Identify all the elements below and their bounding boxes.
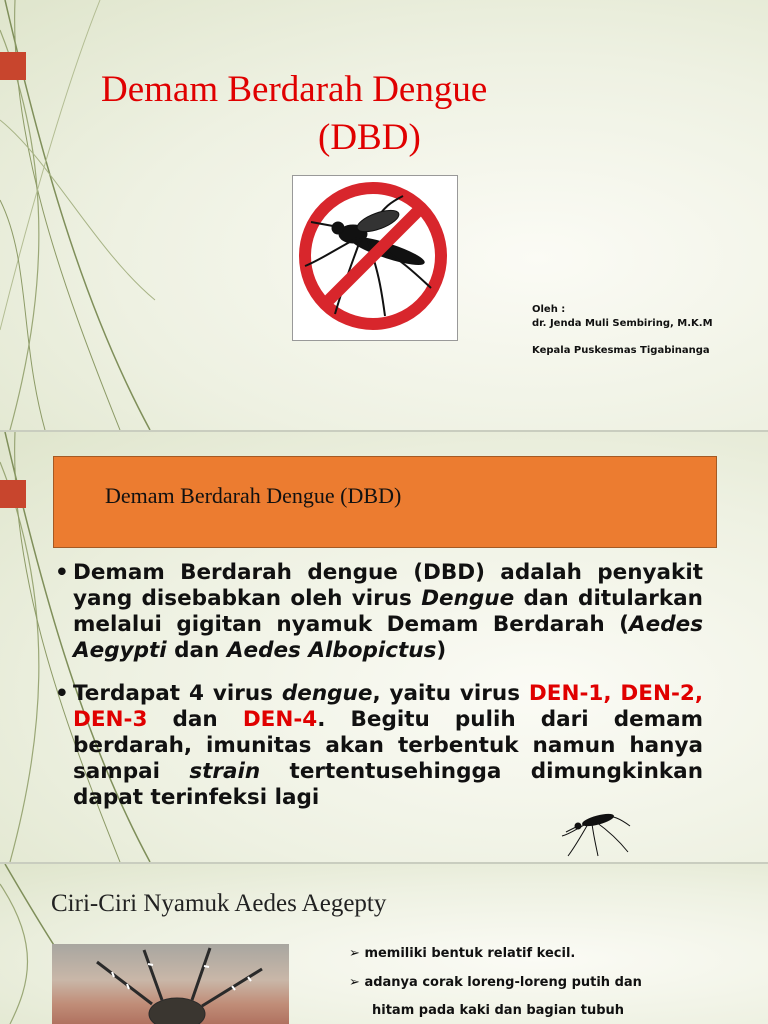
bullet-paragraph-2: [55, 681, 703, 811]
p2-text: , yaitu virus: [372, 681, 529, 706]
feature-text: hitam pada kaki dan bagian tubuh: [372, 1003, 625, 1018]
p2-italic: dengue: [281, 681, 373, 706]
author-position: Kepala Puskesmas Tigabinanga: [532, 345, 710, 356]
p1-text: ): [436, 638, 447, 663]
feature-item-continued: [372, 1003, 624, 1018]
p2-italic: strain: [189, 759, 261, 784]
slide-title: Ciri-Ciri Nyamuk Aedes Aegepty: [51, 890, 387, 917]
feature-item: [349, 975, 642, 990]
slide-tab-marker: [0, 480, 26, 508]
slide-title-line1: Demam Berdarah Dengue: [101, 69, 488, 110]
slide-title: [0, 0, 768, 430]
arrow-bullet-icon: ➢: [349, 975, 360, 990]
mosquito-icon: [560, 802, 632, 858]
feature-text: adanya corak loreng-loreng putih dan: [364, 975, 642, 990]
feature-item: [349, 946, 575, 961]
p2-text: dan: [147, 707, 243, 732]
slide-title-line2: (DBD): [318, 117, 421, 158]
no-mosquito-icon: [292, 175, 458, 341]
slide-tab-marker: [0, 52, 26, 80]
p2-red-text: DEN-1, DEN-2, DEN-3: [73, 681, 703, 732]
p2-red-text: DEN-4: [242, 707, 318, 732]
mosquito-photo: [52, 944, 289, 1024]
p1-italic: Dengue: [421, 586, 515, 611]
bullet-paragraph-1: [55, 560, 703, 664]
slide-definition: [0, 432, 768, 862]
p1-italic: Aedes Aegypti: [73, 612, 703, 663]
p1-text: Demam Berdarah dengue (DBD) adalah penyakit yang disebabkan oleh virus: [73, 560, 703, 611]
author-name: dr. Jenda Muli Sembiring, M.K.M: [532, 318, 713, 329]
p2-text: Terdapat 4 virus: [73, 681, 282, 706]
slide-characteristics: [0, 864, 768, 1024]
p2-text: tertentusehingga dimungkinkan dapat terinfeksi lagi: [73, 759, 703, 810]
p1-italic: Aedes Albopictus: [226, 638, 437, 663]
feature-text: memiliki bentuk relatif kecil.: [364, 946, 576, 961]
bullet-icon: •: [55, 560, 69, 585]
p2-text: . Begitu pulih dari demam berdarah, imunitas akan terbentuk namun hanya sampai: [73, 707, 703, 784]
bullet-icon: •: [55, 681, 69, 706]
author-oleh-label: Oleh :: [532, 304, 566, 315]
arrow-bullet-icon: ➢: [349, 946, 360, 961]
p1-text: dan: [166, 638, 227, 663]
p1-text: dan ditularkan melalui gigitan nyamuk Demam Berdarah (: [73, 586, 703, 637]
section-header-text: Demam Berdarah Dengue (DBD): [105, 483, 402, 508]
section-header-box: [53, 456, 717, 548]
